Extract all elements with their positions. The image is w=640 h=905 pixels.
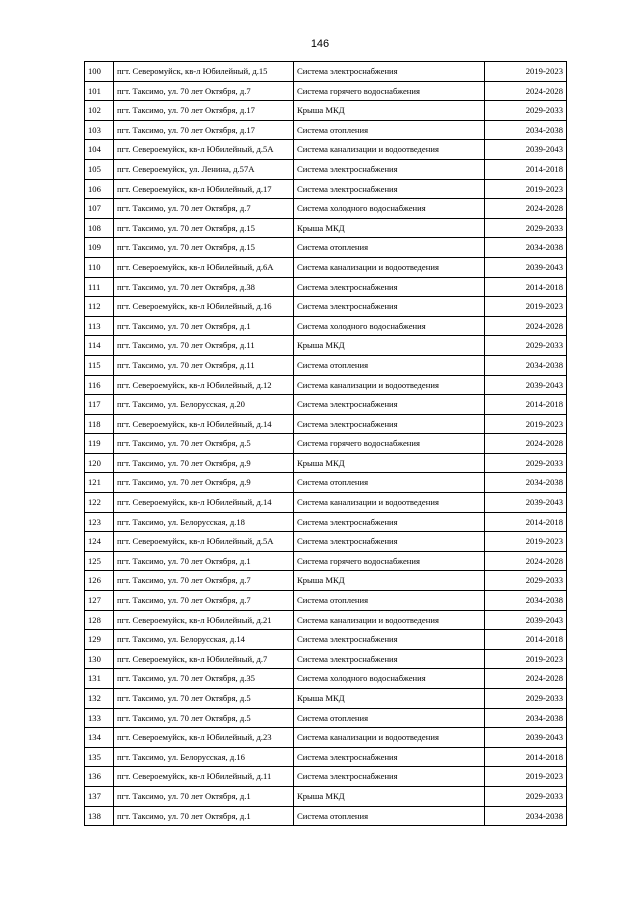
table-row	[85, 493, 567, 513]
table-row	[85, 689, 567, 709]
row-number-cell: 134	[85, 728, 114, 748]
table-row	[85, 101, 567, 121]
system-cell: Система отопления	[294, 355, 485, 375]
table-row	[85, 571, 567, 591]
address-cell: пгт. Таксимо, ул. 70 лет Октября, д.11	[114, 336, 294, 356]
row-number-cell: 117	[85, 395, 114, 415]
period-cell: 2034-2038	[485, 120, 567, 140]
table-row	[85, 747, 567, 767]
address-cell: пгт. Североемуйск, кв-л Юбилейный, д.23	[114, 728, 294, 748]
period-cell: 2034-2038	[485, 355, 567, 375]
table-row	[85, 375, 567, 395]
period-cell: 2014-2018	[485, 159, 567, 179]
row-number-cell: 100	[85, 62, 114, 82]
table-row	[85, 355, 567, 375]
period-cell: 2034-2038	[485, 806, 567, 826]
period-cell: 2029-2033	[485, 453, 567, 473]
address-cell: пгт. Таксимо, ул. 70 лет Октября, д.1	[114, 316, 294, 336]
row-number-cell: 120	[85, 453, 114, 473]
row-number-cell: 130	[85, 649, 114, 669]
table-row	[85, 512, 567, 532]
row-number-cell: 127	[85, 591, 114, 611]
system-cell: Система канализации и водоотведения	[294, 140, 485, 160]
system-cell: Система электроснабжения	[294, 277, 485, 297]
address-cell: пгт. Североемуйск, кв-л Юбилейный, д.14	[114, 493, 294, 513]
page-number: 146	[310, 38, 330, 50]
system-cell: Система электроснабжения	[294, 512, 485, 532]
system-cell: Система электроснабжения	[294, 297, 485, 317]
period-cell: 2024-2028	[485, 81, 567, 101]
system-cell: Система электроснабжения	[294, 630, 485, 650]
period-cell: 2039-2043	[485, 728, 567, 748]
period-cell: 2019-2023	[485, 62, 567, 82]
address-cell: пгт. Таксимо, ул. 70 лет Октября, д.1	[114, 806, 294, 826]
row-number-cell: 101	[85, 81, 114, 101]
row-number-cell: 121	[85, 473, 114, 493]
period-cell: 2034-2038	[485, 708, 567, 728]
table-row	[85, 140, 567, 160]
row-number-cell: 132	[85, 689, 114, 709]
period-cell: 2029-2033	[485, 786, 567, 806]
system-cell: Система канализации и водоотведения	[294, 493, 485, 513]
table-row	[85, 532, 567, 552]
period-cell: 2019-2023	[485, 414, 567, 434]
system-cell: Система канализации и водоотведения	[294, 375, 485, 395]
table-row	[85, 238, 567, 258]
system-cell: Система электроснабжения	[294, 747, 485, 767]
system-cell: Система электроснабжения	[294, 414, 485, 434]
address-cell: пгт. Североемуйск, кв-л Юбилейный, д.5А	[114, 532, 294, 552]
row-number-cell: 122	[85, 493, 114, 513]
table-row	[85, 453, 567, 473]
row-number-cell: 102	[85, 101, 114, 121]
row-number-cell: 136	[85, 767, 114, 787]
table-row	[85, 786, 567, 806]
system-cell: Система холодного водоснабжения	[294, 669, 485, 689]
table-row	[85, 767, 567, 787]
row-number-cell: 119	[85, 434, 114, 454]
address-cell: пгт. Таксимо, ул. 70 лет Октября, д.5	[114, 434, 294, 454]
system-cell: Система горячего водоснабжения	[294, 551, 485, 571]
address-cell: пгт. Северомуйск, кв-л Юбилейный, д.15	[114, 62, 294, 82]
period-cell: 2029-2033	[485, 689, 567, 709]
table-row	[85, 179, 567, 199]
address-cell: пгт. Таксимо, ул. 70 лет Октября, д.17	[114, 101, 294, 121]
table-row	[85, 610, 567, 630]
system-cell: Система канализации и водоотведения	[294, 728, 485, 748]
period-cell: 2039-2043	[485, 610, 567, 630]
address-cell: пгт. Таксимо, ул. 70 лет Октября, д.5	[114, 689, 294, 709]
period-cell: 2024-2028	[485, 434, 567, 454]
system-cell: Система канализации и водоотведения	[294, 610, 485, 630]
address-cell: пгт. Таксимо, ул. 70 лет Октября, д.1	[114, 551, 294, 571]
period-cell: 2029-2033	[485, 571, 567, 591]
table-row	[85, 473, 567, 493]
table-row	[85, 630, 567, 650]
table-row	[85, 708, 567, 728]
address-cell: пгт. Таксимо, ул. 70 лет Октября, д.5	[114, 708, 294, 728]
period-cell: 2014-2018	[485, 395, 567, 415]
system-cell: Система электроснабжения	[294, 532, 485, 552]
table-row	[85, 218, 567, 238]
system-cell: Крыша МКД	[294, 218, 485, 238]
system-cell: Система канализации и водоотведения	[294, 257, 485, 277]
system-cell: Система электроснабжения	[294, 179, 485, 199]
table-row	[85, 257, 567, 277]
system-cell: Система электроснабжения	[294, 159, 485, 179]
address-cell: пгт. Североемуйск, кв-л Юбилейный, д.11	[114, 767, 294, 787]
address-cell: пгт. Таксимо, ул. Белорусская, д.20	[114, 395, 294, 415]
address-cell: пгт. Таксимо, ул. 70 лет Октября, д.1	[114, 786, 294, 806]
address-cell: пгт. Североемуйск, кв-л Юбилейный, д.16	[114, 297, 294, 317]
address-cell: пгт. Североемуйск, ул. Ленина, д.57А	[114, 159, 294, 179]
period-cell: 2024-2028	[485, 551, 567, 571]
row-number-cell: 111	[85, 277, 114, 297]
system-cell: Система горячего водоснабжения	[294, 81, 485, 101]
system-cell: Крыша МКД	[294, 336, 485, 356]
system-cell: Система холодного водоснабжения	[294, 316, 485, 336]
address-cell: пгт. Таксимо, ул. 70 лет Октября, д.7	[114, 81, 294, 101]
period-cell: 2024-2028	[485, 669, 567, 689]
table-row	[85, 297, 567, 317]
row-number-cell: 110	[85, 257, 114, 277]
table-row	[85, 414, 567, 434]
period-cell: 2039-2043	[485, 493, 567, 513]
row-number-cell: 113	[85, 316, 114, 336]
table-row	[85, 728, 567, 748]
address-cell: пгт. Таксимо, ул. Белорусская, д.16	[114, 747, 294, 767]
system-cell: Крыша МКД	[294, 786, 485, 806]
table-row	[85, 62, 567, 82]
system-cell: Система электроснабжения	[294, 395, 485, 415]
row-number-cell: 105	[85, 159, 114, 179]
period-cell: 2019-2023	[485, 767, 567, 787]
address-cell: пгт. Североемуйск, кв-л Юбилейный, д.14	[114, 414, 294, 434]
system-cell: Система отопления	[294, 473, 485, 493]
table-row	[85, 336, 567, 356]
period-cell: 2039-2043	[485, 375, 567, 395]
period-cell: 2014-2018	[485, 277, 567, 297]
period-cell: 2019-2023	[485, 649, 567, 669]
period-cell: 2039-2043	[485, 257, 567, 277]
period-cell: 2029-2033	[485, 101, 567, 121]
row-number-cell: 106	[85, 179, 114, 199]
registry-table-body	[85, 62, 567, 826]
address-cell: пгт. Таксимо, ул. Белорусская, д.18	[114, 512, 294, 532]
system-cell: Система отопления	[294, 806, 485, 826]
system-cell: Крыша МКД	[294, 101, 485, 121]
address-cell: пгт. Таксимо, ул. 70 лет Октября, д.9	[114, 453, 294, 473]
period-cell: 2019-2023	[485, 179, 567, 199]
address-cell: пгт. Таксимо, ул. 70 лет Октября, д.17	[114, 120, 294, 140]
address-cell: пгт. Таксимо, ул. 70 лет Октября, д.9	[114, 473, 294, 493]
system-cell: Система электроснабжения	[294, 62, 485, 82]
row-number-cell: 118	[85, 414, 114, 434]
period-cell: 2029-2033	[485, 218, 567, 238]
system-cell: Система горячего водоснабжения	[294, 434, 485, 454]
table-row	[85, 120, 567, 140]
row-number-cell: 112	[85, 297, 114, 317]
address-cell: пгт. Североемуйск, кв-л Юбилейный, д.12	[114, 375, 294, 395]
row-number-cell: 133	[85, 708, 114, 728]
system-cell: Крыша МКД	[294, 689, 485, 709]
row-number-cell: 137	[85, 786, 114, 806]
row-number-cell: 138	[85, 806, 114, 826]
row-number-cell: 115	[85, 355, 114, 375]
row-number-cell: 124	[85, 532, 114, 552]
table-row	[85, 669, 567, 689]
address-cell: пгт. Североемуйск, кв-л Юбилейный, д.5А	[114, 140, 294, 160]
period-cell: 2034-2038	[485, 238, 567, 258]
period-cell: 2029-2033	[485, 336, 567, 356]
table-row	[85, 649, 567, 669]
address-cell: пгт. Таксимо, ул. 70 лет Октября, д.15	[114, 238, 294, 258]
row-number-cell: 116	[85, 375, 114, 395]
row-number-cell: 123	[85, 512, 114, 532]
system-cell: Система электроснабжения	[294, 767, 485, 787]
table-row	[85, 806, 567, 826]
address-cell: пгт. Североемуйск, кв-л Юбилейный, д.7	[114, 649, 294, 669]
system-cell: Система электроснабжения	[294, 649, 485, 669]
address-cell: пгт. Таксимо, ул. 70 лет Октября, д.7	[114, 571, 294, 591]
table-row	[85, 199, 567, 219]
row-number-cell: 135	[85, 747, 114, 767]
system-cell: Крыша МКД	[294, 571, 485, 591]
address-cell: пгт. Таксимо, ул. 70 лет Октября, д.11	[114, 355, 294, 375]
row-number-cell: 131	[85, 669, 114, 689]
address-cell: пгт. Таксимо, ул. 70 лет Октября, д.7	[114, 591, 294, 611]
row-number-cell: 107	[85, 199, 114, 219]
period-cell: 2024-2028	[485, 316, 567, 336]
address-cell: пгт. Североемуйск, кв-л Юбилейный, д.21	[114, 610, 294, 630]
period-cell: 2014-2018	[485, 630, 567, 650]
row-number-cell: 125	[85, 551, 114, 571]
row-number-cell: 129	[85, 630, 114, 650]
system-cell: Система холодного водоснабжения	[294, 199, 485, 219]
table-row	[85, 81, 567, 101]
system-cell: Система отопления	[294, 708, 485, 728]
row-number-cell: 109	[85, 238, 114, 258]
address-cell: пгт. Таксимо, ул. Белорусская, д.14	[114, 630, 294, 650]
address-cell: пгт. Таксимо, ул. 70 лет Октября, д.15	[114, 218, 294, 238]
table-row	[85, 395, 567, 415]
period-cell: 2024-2028	[485, 199, 567, 219]
address-cell: пгт. Таксимо, ул. 70 лет Октября, д.7	[114, 199, 294, 219]
table-row	[85, 591, 567, 611]
row-number-cell: 103	[85, 120, 114, 140]
row-number-cell: 126	[85, 571, 114, 591]
registry-table	[84, 61, 567, 826]
system-cell: Система отопления	[294, 120, 485, 140]
address-cell: пгт. Таксимо, ул. 70 лет Октября, д.35	[114, 669, 294, 689]
period-cell: 2019-2023	[485, 532, 567, 552]
row-number-cell: 104	[85, 140, 114, 160]
table-row	[85, 551, 567, 571]
table-row	[85, 316, 567, 336]
period-cell: 2019-2023	[485, 297, 567, 317]
row-number-cell: 128	[85, 610, 114, 630]
system-cell: Система отопления	[294, 591, 485, 611]
system-cell: Система отопления	[294, 238, 485, 258]
row-number-cell: 108	[85, 218, 114, 238]
row-number-cell: 114	[85, 336, 114, 356]
table-row	[85, 277, 567, 297]
period-cell: 2034-2038	[485, 473, 567, 493]
period-cell: 2034-2038	[485, 591, 567, 611]
address-cell: пгт. Североемуйск, кв-л Юбилейный, д.6А	[114, 257, 294, 277]
table-row	[85, 434, 567, 454]
system-cell: Крыша МКД	[294, 453, 485, 473]
period-cell: 2014-2018	[485, 747, 567, 767]
table-row	[85, 159, 567, 179]
period-cell: 2039-2043	[485, 140, 567, 160]
period-cell: 2014-2018	[485, 512, 567, 532]
address-cell: пгт. Североемуйск, кв-л Юбилейный, д.17	[114, 179, 294, 199]
address-cell: пгт. Таксимо, ул. 70 лет Октября, д.38	[114, 277, 294, 297]
